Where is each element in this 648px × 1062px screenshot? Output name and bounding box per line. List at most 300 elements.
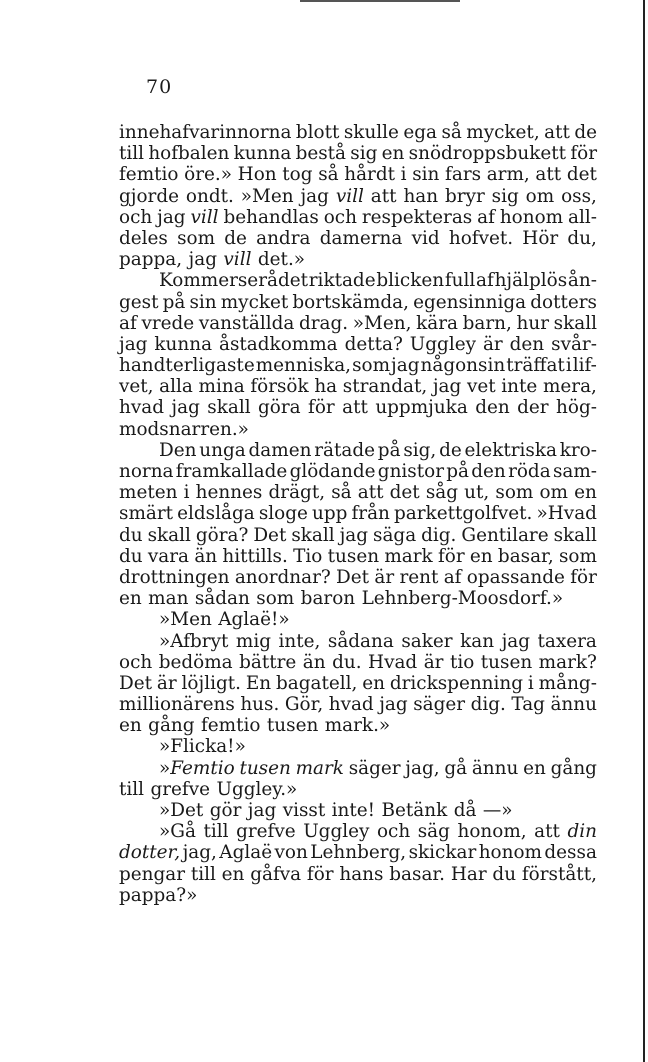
word: svår- <box>551 333 597 355</box>
text-line <box>119 588 597 609</box>
word: arm, <box>486 164 530 186</box>
word: vara <box>147 545 190 567</box>
word: en <box>221 863 245 885</box>
word: pappa, <box>119 249 183 271</box>
word: »Hvad <box>536 503 597 525</box>
word: det <box>389 482 420 504</box>
word: öre.» <box>184 164 232 186</box>
word: dotter, <box>119 842 181 864</box>
text-line <box>119 821 597 842</box>
word: på <box>446 461 470 482</box>
word: mycket, <box>466 122 540 143</box>
word: säg <box>417 821 450 843</box>
text-line <box>119 164 597 185</box>
word: den <box>475 397 510 419</box>
text-line <box>119 842 597 863</box>
word: jag <box>300 185 329 207</box>
word: hvad <box>328 694 374 716</box>
word: jag <box>379 694 408 716</box>
word: unga <box>199 439 246 461</box>
word: En <box>245 672 272 694</box>
word: sam- <box>552 461 597 482</box>
word: är <box>374 566 395 588</box>
word: som <box>495 482 534 504</box>
word: Lehnberg, <box>310 842 407 864</box>
word: af <box>119 312 137 334</box>
word: grefve <box>236 821 296 843</box>
word: rätade <box>314 439 375 461</box>
word: skall <box>207 397 251 419</box>
word: en <box>469 545 493 567</box>
word: barn, <box>462 312 512 334</box>
word: tog <box>282 164 313 186</box>
word: den <box>509 333 545 355</box>
text-line <box>119 143 597 164</box>
word: mig <box>235 630 271 652</box>
word: försök <box>250 376 309 398</box>
word: såg <box>425 482 459 504</box>
word: hennes <box>195 482 263 504</box>
text-line <box>119 228 597 249</box>
word: Den <box>159 439 197 461</box>
word: oss, <box>561 185 597 207</box>
word: sådan <box>194 588 250 610</box>
word: i <box>183 482 190 504</box>
word: gjorde <box>119 185 179 207</box>
word: strandat, <box>342 376 428 398</box>
word: upp <box>311 503 348 525</box>
text-line <box>119 885 597 906</box>
word: du <box>492 863 517 885</box>
word: riktade <box>308 270 376 292</box>
word: så <box>318 164 339 186</box>
text-line <box>119 440 597 461</box>
word: af <box>476 270 494 292</box>
word: så <box>441 122 462 143</box>
word: saker <box>401 630 453 652</box>
word: sig, <box>403 439 437 461</box>
word: »Men <box>159 609 212 631</box>
word: för <box>570 566 597 588</box>
word: det <box>566 164 597 186</box>
word: bagatell, <box>276 672 358 694</box>
word: det.» <box>257 249 306 271</box>
word: glödande <box>289 461 376 482</box>
word: blicken <box>376 270 445 292</box>
word: rent <box>399 566 439 588</box>
word: ännu <box>550 694 597 716</box>
word: till <box>190 863 216 885</box>
word: tusen <box>480 651 533 673</box>
word: Betänk <box>381 800 448 821</box>
word: femtio <box>200 715 261 737</box>
word: basar. <box>389 863 446 885</box>
text-line <box>119 397 597 418</box>
text-line <box>119 864 597 885</box>
word: basar, <box>497 545 554 567</box>
word: honom <box>478 842 542 864</box>
word: som <box>256 588 295 610</box>
text-line <box>119 249 597 270</box>
word: vill <box>223 249 252 271</box>
word: jag <box>501 630 531 652</box>
word: mera, <box>542 376 597 398</box>
word: gå <box>444 757 468 779</box>
word: är <box>156 672 177 694</box>
word: Tag <box>511 694 545 716</box>
word: om <box>525 185 555 207</box>
word: Hon <box>237 164 277 186</box>
word: bättre <box>239 651 297 673</box>
word: af <box>443 566 462 588</box>
text-line <box>119 482 597 503</box>
word: hans <box>339 863 384 885</box>
word: gnistor <box>377 461 444 482</box>
word: »Flicka!» <box>159 736 246 758</box>
word: en <box>574 482 597 504</box>
word: löjligt. <box>181 672 241 694</box>
word: uppmjuka <box>375 397 468 419</box>
word: der <box>517 397 549 419</box>
word: grefve <box>150 778 211 800</box>
word: ut, <box>464 482 490 504</box>
word: blott <box>295 122 340 143</box>
word: till <box>119 143 145 165</box>
word: som <box>352 355 391 377</box>
word: gest <box>119 291 159 313</box>
word: du <box>119 524 143 546</box>
word: för <box>306 863 334 885</box>
word: ha <box>314 376 338 398</box>
word: —» <box>482 800 513 821</box>
word: du. <box>332 651 362 673</box>
word: sig <box>491 185 519 207</box>
word: norna <box>119 461 174 482</box>
word: vet, <box>119 376 154 398</box>
word: all- <box>568 206 597 228</box>
word: »Gå <box>159 821 196 843</box>
word: Kommerserådet <box>159 270 308 292</box>
word: jag, <box>405 757 440 779</box>
word: jag <box>119 333 148 355</box>
word: i <box>400 164 407 186</box>
word: i <box>527 672 534 694</box>
word: opassande <box>466 566 565 588</box>
word: smärt <box>119 503 174 525</box>
word: bryr <box>445 185 485 207</box>
word: träffat <box>506 355 565 377</box>
word: till <box>119 778 145 800</box>
word: att <box>370 185 397 207</box>
word: tusen <box>266 715 319 737</box>
word: en <box>119 588 142 610</box>
word: damen <box>248 439 312 461</box>
word: för <box>437 545 465 567</box>
word: och <box>323 206 357 228</box>
word: mycket <box>220 291 289 313</box>
word: ondt. <box>185 185 234 207</box>
word: drickspenning <box>389 672 524 694</box>
word: än <box>194 545 218 567</box>
word: femtio <box>119 164 179 186</box>
word: tio <box>449 651 475 673</box>
scan-right-edge <box>643 0 645 1062</box>
text-line <box>119 376 597 397</box>
text-line <box>119 355 597 376</box>
word: snödroppsbukett <box>408 143 567 165</box>
word: är <box>423 651 444 673</box>
word: jag <box>339 524 369 546</box>
word: skall <box>553 524 597 546</box>
word: kan <box>460 630 495 652</box>
word: modsnarren.» <box>119 418 249 440</box>
word: framkallade <box>175 461 288 482</box>
word: »Afbryt <box>159 630 229 652</box>
text-line <box>119 186 597 207</box>
word: som <box>177 227 216 249</box>
word: dessa <box>544 842 597 864</box>
word: än <box>302 651 326 673</box>
word: meten <box>119 482 178 504</box>
word: ännu <box>471 757 519 779</box>
text-line <box>119 207 597 228</box>
word: skickar <box>408 842 477 864</box>
word: säger <box>348 757 401 779</box>
word: jag <box>391 355 420 377</box>
word: Gör, <box>284 694 324 716</box>
word: drägt, <box>268 482 326 504</box>
word: röda <box>508 461 551 482</box>
body-text <box>119 122 597 906</box>
word: deles <box>119 227 168 249</box>
word: »Det <box>159 800 204 821</box>
word: dotters <box>530 291 597 313</box>
word: Tio <box>293 545 323 567</box>
word: vill <box>335 185 364 207</box>
word: skall <box>553 312 597 334</box>
word: att <box>535 164 562 186</box>
text-line <box>119 503 597 524</box>
word: dig. <box>421 524 457 546</box>
text-line <box>119 609 597 630</box>
word: damerna <box>319 227 403 249</box>
text-line <box>119 694 597 715</box>
word: von <box>274 842 308 864</box>
word: hvad <box>119 397 164 419</box>
word: på <box>377 439 401 461</box>
word: gör <box>209 800 242 821</box>
word: jag <box>171 397 200 419</box>
word: tusen <box>239 757 291 779</box>
word: de <box>224 227 247 249</box>
word: är <box>482 333 503 355</box>
word: Har <box>450 863 487 885</box>
word: en <box>523 757 546 779</box>
word: hög- <box>556 397 597 419</box>
word: Det <box>119 672 153 694</box>
word: innehafvarinnorna <box>119 122 292 143</box>
word: Hör <box>522 227 559 249</box>
word: hittills. <box>222 545 288 567</box>
word: för <box>308 397 335 419</box>
text-line <box>119 292 597 313</box>
word: en <box>381 143 405 165</box>
text-line <box>119 800 597 821</box>
word: Uggley <box>303 821 370 843</box>
word: tusen <box>327 545 380 567</box>
word: du <box>119 545 143 567</box>
word: taxera <box>537 630 597 652</box>
text-line <box>119 715 597 736</box>
word: fars <box>445 164 482 186</box>
word: gåfva <box>250 863 302 885</box>
word: hofvet. <box>448 227 514 249</box>
word: mina <box>198 376 245 398</box>
word: jag <box>247 800 277 821</box>
word: sådana <box>327 630 394 652</box>
word: visst <box>282 800 326 821</box>
word: att <box>534 821 560 843</box>
word: pappa?» <box>119 884 198 906</box>
text-line <box>119 631 597 652</box>
text-line <box>119 673 597 694</box>
word: vid <box>411 227 440 249</box>
word: som <box>558 545 597 567</box>
word: skall <box>291 524 335 546</box>
word: honom, <box>457 821 527 843</box>
word: och <box>119 206 153 228</box>
word: gång <box>550 757 597 779</box>
word: Uggley.» <box>216 778 298 800</box>
word: skulle <box>343 122 399 143</box>
word: de <box>574 122 597 143</box>
word: ega <box>403 122 437 143</box>
word: att <box>357 482 384 504</box>
word: i <box>565 355 572 377</box>
word: hofbalen <box>148 143 230 165</box>
text-line <box>119 525 597 546</box>
word: kunna <box>233 143 292 165</box>
word: anordnar? <box>234 566 331 588</box>
word: skall <box>147 524 191 546</box>
word: och <box>119 651 153 673</box>
word: sloge <box>258 503 308 525</box>
word: någonsin <box>420 355 506 377</box>
word: säga <box>373 524 417 546</box>
word: och <box>376 821 411 843</box>
word: man <box>148 588 189 610</box>
word: Aglaë <box>219 842 273 864</box>
text-line <box>119 546 597 567</box>
word: drottningen <box>119 566 230 588</box>
word: hårdt <box>344 164 396 186</box>
word: jag <box>432 376 462 398</box>
word: vet <box>466 376 496 398</box>
word: Gentilare <box>461 524 549 546</box>
word: vrede <box>141 312 195 334</box>
text-line <box>119 419 597 440</box>
word: då <box>453 800 477 821</box>
word: att <box>544 122 570 143</box>
word: full <box>444 270 476 292</box>
word: parkettgolfvet. <box>394 503 533 525</box>
word: Uggley <box>409 333 476 355</box>
word: så <box>331 482 352 504</box>
text-line <box>119 652 597 673</box>
word: bortskämda, <box>292 291 409 313</box>
word: att <box>342 397 368 419</box>
word: kunna <box>154 333 213 355</box>
word: vill <box>190 206 219 228</box>
text-line <box>119 334 597 355</box>
word: elektriska <box>464 439 557 461</box>
word: sin <box>412 164 440 186</box>
text-line <box>119 313 597 334</box>
word: eldslåga <box>177 503 255 525</box>
word: förstått, <box>521 863 597 885</box>
word: egensinniga <box>413 291 527 313</box>
word: baron <box>300 588 356 610</box>
text-line <box>119 736 597 757</box>
word: »Men <box>240 185 294 207</box>
word: de <box>439 439 462 461</box>
word: pengar <box>119 863 186 885</box>
text-line <box>119 779 597 800</box>
word: inte, <box>278 630 321 652</box>
word: mark <box>384 545 433 567</box>
word: respekteras <box>361 206 473 228</box>
word: lif- <box>572 355 597 377</box>
word: sig <box>350 143 378 165</box>
word: för <box>570 143 597 165</box>
word: mark.» <box>324 715 391 737</box>
text-line <box>119 758 597 779</box>
word: dig. <box>470 694 506 716</box>
text-line <box>119 461 597 482</box>
word: jag, <box>182 842 217 864</box>
word: den <box>471 461 506 482</box>
word: inte <box>501 376 538 398</box>
word: alla <box>159 376 193 398</box>
text-line <box>119 122 597 143</box>
word: Lehnberg-Moosdorf.» <box>361 588 564 610</box>
word: bedöma <box>158 651 233 673</box>
word: sin <box>189 291 217 313</box>
word: bestå <box>295 143 347 165</box>
word: menniska, <box>255 355 352 377</box>
word: säger <box>413 694 466 716</box>
word: behandlas <box>223 206 319 228</box>
word: jag <box>157 206 186 228</box>
word: göra? <box>195 524 249 546</box>
word: kro- <box>559 439 597 461</box>
word: hus. <box>240 694 280 716</box>
word: mång- <box>538 672 597 694</box>
word: du, <box>567 227 597 249</box>
word: kära <box>416 312 458 334</box>
word: göra <box>258 397 301 419</box>
word: från <box>351 503 390 525</box>
word: vanställda <box>198 312 295 334</box>
word: detta? <box>344 333 403 355</box>
word: han <box>403 185 439 207</box>
word: mark? <box>538 651 597 673</box>
word: honom <box>499 206 564 228</box>
word: hur <box>516 312 549 334</box>
word: »Femtio <box>159 757 235 779</box>
page-number: 70 <box>146 76 173 98</box>
word: mark <box>295 757 344 779</box>
